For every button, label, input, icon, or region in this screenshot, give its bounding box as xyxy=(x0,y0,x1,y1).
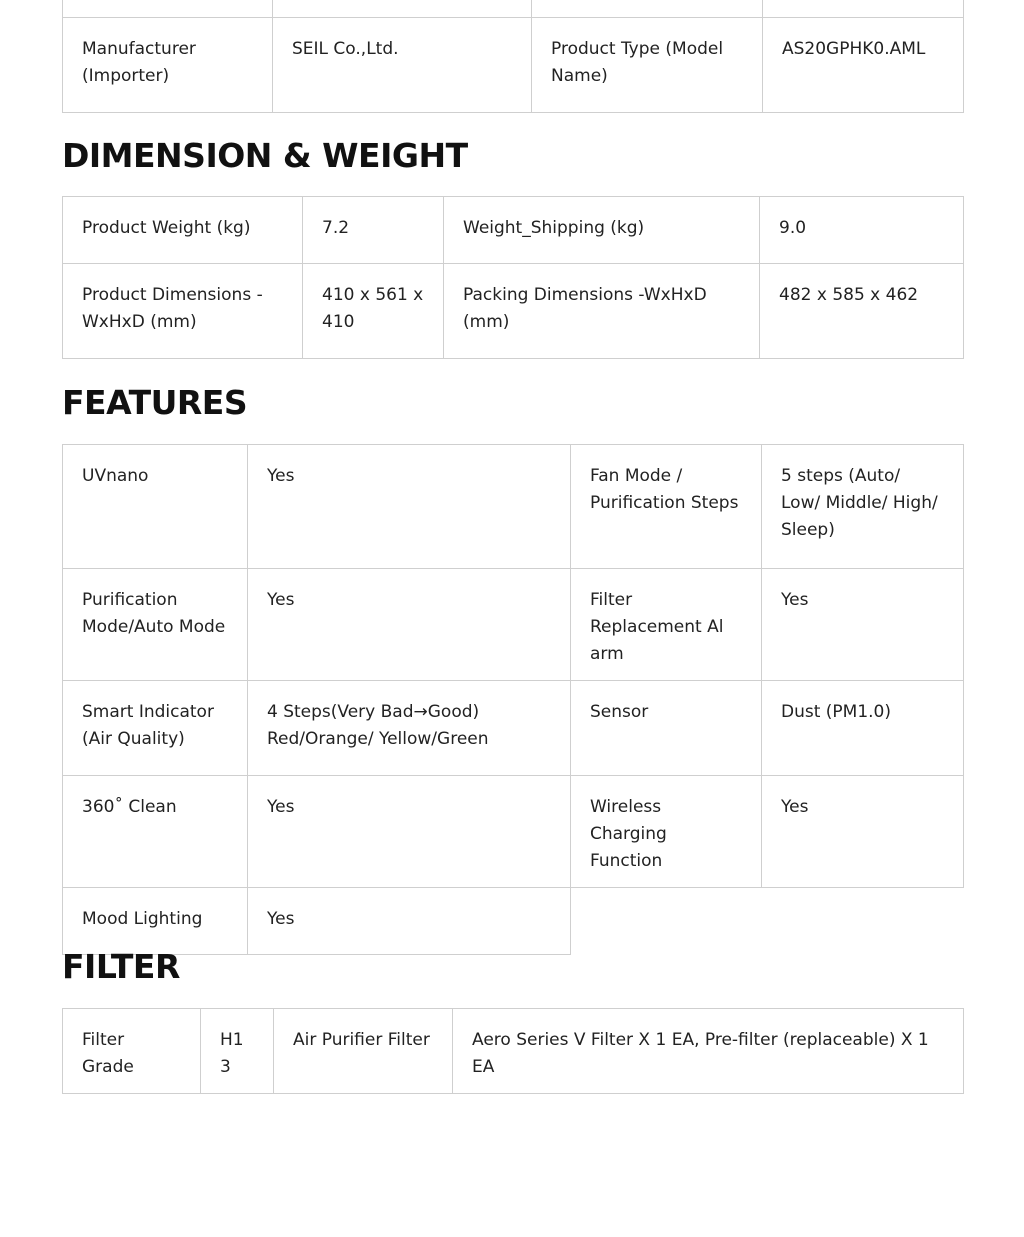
table-cell: Fan Mode / Purification Steps xyxy=(571,445,762,569)
table-cell: Product Weight (kg) xyxy=(63,197,303,264)
table-row xyxy=(63,1009,964,1094)
product-type-value: AS20GPHK0.AML xyxy=(763,18,964,113)
table-row xyxy=(63,445,964,569)
table-cell: Yes xyxy=(248,776,571,888)
features-table xyxy=(62,444,964,955)
table-cell xyxy=(532,0,763,18)
section-title-filter: FILTER xyxy=(62,947,180,986)
table-cell xyxy=(273,0,532,18)
table-cell: Weight_Shipping (kg) xyxy=(444,197,760,264)
table-cell xyxy=(763,0,964,18)
table-cell: 410 x 561 x 410 xyxy=(303,264,444,359)
table-row xyxy=(63,776,964,888)
manufacturer-label: Manufacturer (Importer) xyxy=(63,18,273,113)
table-row xyxy=(63,0,964,18)
table-row xyxy=(63,681,964,776)
table-cell: Yes xyxy=(762,776,964,888)
table-row xyxy=(63,18,964,113)
table-cell: Yes xyxy=(248,569,571,681)
spec-table xyxy=(62,0,964,113)
table-cell: 5 steps (Auto/ Low/ Middle/ High/ Sleep) xyxy=(762,445,964,569)
table-cell: Wireless Charging Function xyxy=(571,776,762,888)
table-cell: UVnano xyxy=(63,445,248,569)
table-row xyxy=(63,569,964,681)
filter-table xyxy=(62,1008,964,1094)
table-cell: 4 Steps(Very Bad→Good) Red/Orange/ Yellow/Green xyxy=(248,681,571,776)
dimension-table xyxy=(62,196,964,359)
table-cell: Yes xyxy=(248,888,571,955)
table-cell: 360˚ Clean xyxy=(63,776,248,888)
section-title-dimension: DIMENSION & WEIGHT xyxy=(62,136,468,175)
table-cell: Sensor xyxy=(571,681,762,776)
table-row xyxy=(63,264,964,359)
product-type-label: Product Type (Model Name) xyxy=(532,18,763,113)
table-cell: 9.0 xyxy=(760,197,964,264)
table-cell: Product Dimensions - WxHxD (mm) xyxy=(63,264,303,359)
table-cell: Filter Grade xyxy=(63,1009,201,1094)
table-row xyxy=(63,197,964,264)
table-cell: Aero Series V Filter X 1 EA, Pre-filter (replaceable) X 1 EA xyxy=(453,1009,964,1094)
table-cell: Purification Mode/Auto Mode xyxy=(63,569,248,681)
table-cell: Smart Indicator (Air Quality) xyxy=(63,681,248,776)
empty-cell xyxy=(571,888,964,955)
table-cell: Filter Replacement Al arm xyxy=(571,569,762,681)
table-cell: Dust (PM1.0) xyxy=(762,681,964,776)
table-cell: Packing Dimensions -WxHxD (mm) xyxy=(444,264,760,359)
table-cell: Yes xyxy=(762,569,964,681)
table-cell: H13 xyxy=(201,1009,274,1094)
section-title-features: FEATURES xyxy=(62,383,248,422)
table-cell: 7.2 xyxy=(303,197,444,264)
table-cell: Air Purifier Filter xyxy=(274,1009,453,1094)
table-cell: 482 x 585 x 462 xyxy=(760,264,964,359)
table-cell: Yes xyxy=(248,445,571,569)
manufacturer-value: SEIL Co.,Ltd. xyxy=(273,18,532,113)
table-cell xyxy=(63,0,273,18)
table-cell: Mood Lighting xyxy=(63,888,248,955)
table-row xyxy=(63,888,964,955)
